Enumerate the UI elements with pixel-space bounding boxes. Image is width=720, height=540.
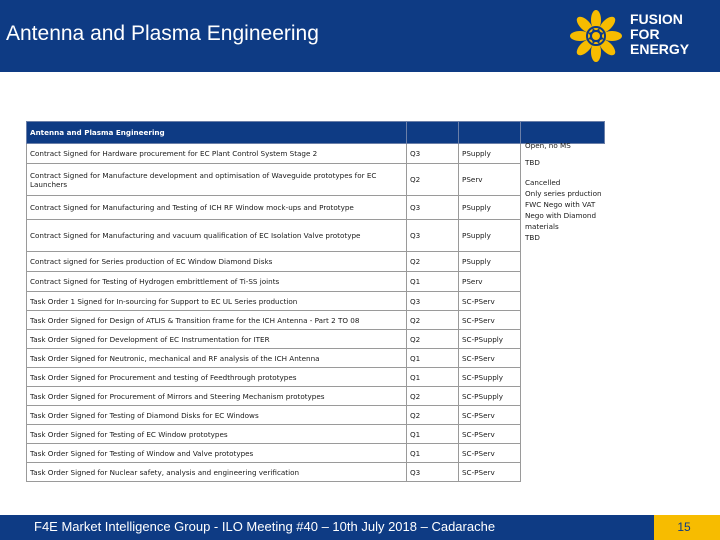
quarter-cell: Q3 <box>407 220 459 252</box>
quarter-cell: Q2 <box>407 387 459 406</box>
task-cell: Task Order Signed for Development of EC Instrumentation for ITER <box>27 330 407 349</box>
tenders-table <box>26 121 690 482</box>
quarter-cell: Q2 <box>407 330 459 349</box>
table-row <box>27 292 690 311</box>
task-cell: Contract Signed for Manufacturing and vacuum qualification of EC Isolation Valve prototype <box>27 220 407 252</box>
fusion-flower-icon <box>568 8 624 64</box>
quarter-cell: Q2 <box>407 252 459 272</box>
slide-title: Antenna and Plasma Engineering <box>6 22 319 45</box>
quarter-cell: Q3 <box>407 463 459 482</box>
quarter-cell: Q1 <box>407 272 459 292</box>
quarter-cell: Q1 <box>407 349 459 368</box>
footer-text: F4E Market Intelligence Group - ILO Meeting #40 – 10th July 2018 – Cadarache <box>34 519 496 534</box>
page-number-box <box>654 515 720 540</box>
task-cell: Contract Signed for Manufacturing and Testing of ICH RF Window mock-ups and Prototype <box>27 196 407 220</box>
quarter-cell: Q1 <box>407 425 459 444</box>
task-cell: Task Order 1 Signed for In-sourcing for Support to EC UL Series production <box>27 292 407 311</box>
type-cell: SC-PSupply <box>459 330 521 349</box>
type-cell: PSupply <box>459 220 521 252</box>
logo-word: FUSION <box>630 11 683 27</box>
task-cell: Task Order Signed for Design of ATLIS & Transition frame for the ICH Antenna - Part 2 TO 08 <box>27 311 407 330</box>
page-number: 15 <box>677 520 691 534</box>
logo-word: FOR <box>630 26 660 42</box>
note-item: TBD <box>525 233 540 242</box>
type-cell: SC-PServ <box>459 444 521 463</box>
task-cell: Task Order Signed for Procurement of Mirrors and Steering Mechanism prototypes <box>27 387 407 406</box>
type-cell: SC-PServ <box>459 292 521 311</box>
blank-cell <box>521 292 605 482</box>
task-cell: Contract Signed for Manufacture development and optimisation of Waveguide prototypes for EC Launchers <box>27 164 407 196</box>
task-cell: Task Order Signed for Nuclear safety, analysis and engineering verification <box>27 463 407 482</box>
table-header-cell <box>407 122 459 144</box>
note-item: Open, no MS <box>525 141 571 150</box>
type-cell: SC-PSupply <box>459 387 521 406</box>
note-item: TBD <box>525 158 540 167</box>
f4e-logo <box>568 8 708 64</box>
blank-cell <box>605 144 690 292</box>
quarter-cell: Q2 <box>407 311 459 330</box>
notes-list <box>525 140 603 243</box>
task-cell: Task Order Signed for Neutronic, mechanical and RF analysis of the ICH Antenna <box>27 349 407 368</box>
task-cell: Task Order Signed for Procurement and testing of Feedthrough prototypes <box>27 368 407 387</box>
quarter-cell: Q1 <box>407 368 459 387</box>
tenders-table-container <box>26 121 689 482</box>
type-cell: SC-PSupply <box>459 368 521 387</box>
quarter-cell: Q2 <box>407 406 459 425</box>
quarter-cell: Q3 <box>407 196 459 220</box>
type-cell: PSupply <box>459 144 521 164</box>
slide-header <box>0 0 720 72</box>
task-cell: Contract signed for Series production of EC Window Diamond Disks <box>27 252 407 272</box>
type-cell: SC-PServ <box>459 463 521 482</box>
task-cell: Task Order Signed for Testing of Diamond Disks for EC Windows <box>27 406 407 425</box>
logo-word: ENERGY <box>630 41 690 57</box>
type-cell: SC-PServ <box>459 406 521 425</box>
quarter-cell: Q2 <box>407 164 459 196</box>
note-item: FWC Nego with VAT <box>525 200 596 209</box>
table-header-blank <box>605 122 690 144</box>
logo-wordmark <box>630 12 689 57</box>
note-item: Cancelled <box>525 178 561 187</box>
quarter-cell: Q3 <box>407 292 459 311</box>
type-cell: PServ <box>459 272 521 292</box>
blank-cell <box>605 292 690 482</box>
task-cell: Task Order Signed for Testing of Window and Valve prototypes <box>27 444 407 463</box>
table-header-cell <box>459 122 521 144</box>
note-item: Only series prduction <box>525 189 602 198</box>
table-heading: Antenna and Plasma Engineering <box>27 122 407 144</box>
type-cell: SC-PServ <box>459 425 521 444</box>
note-item: Nego with Diamond materials <box>525 211 597 231</box>
notes-cell <box>521 141 605 292</box>
type-cell: PServ <box>459 164 521 196</box>
type-cell: SC-PServ <box>459 311 521 330</box>
type-cell: PSupply <box>459 252 521 272</box>
table-row <box>27 144 690 164</box>
task-cell: Contract Signed for Hardware procurement for EC Plant Control System Stage 2 <box>27 144 407 164</box>
type-cell: PSupply <box>459 196 521 220</box>
slide-footer <box>0 515 720 540</box>
task-cell: Task Order Signed for Testing of EC Window prototypes <box>27 425 407 444</box>
task-cell: Contract Signed for Testing of Hydrogen embrittlement of Ti-SS joints <box>27 272 407 292</box>
quarter-cell: Q3 <box>407 144 459 164</box>
type-cell: SC-PServ <box>459 349 521 368</box>
quarter-cell: Q1 <box>407 444 459 463</box>
